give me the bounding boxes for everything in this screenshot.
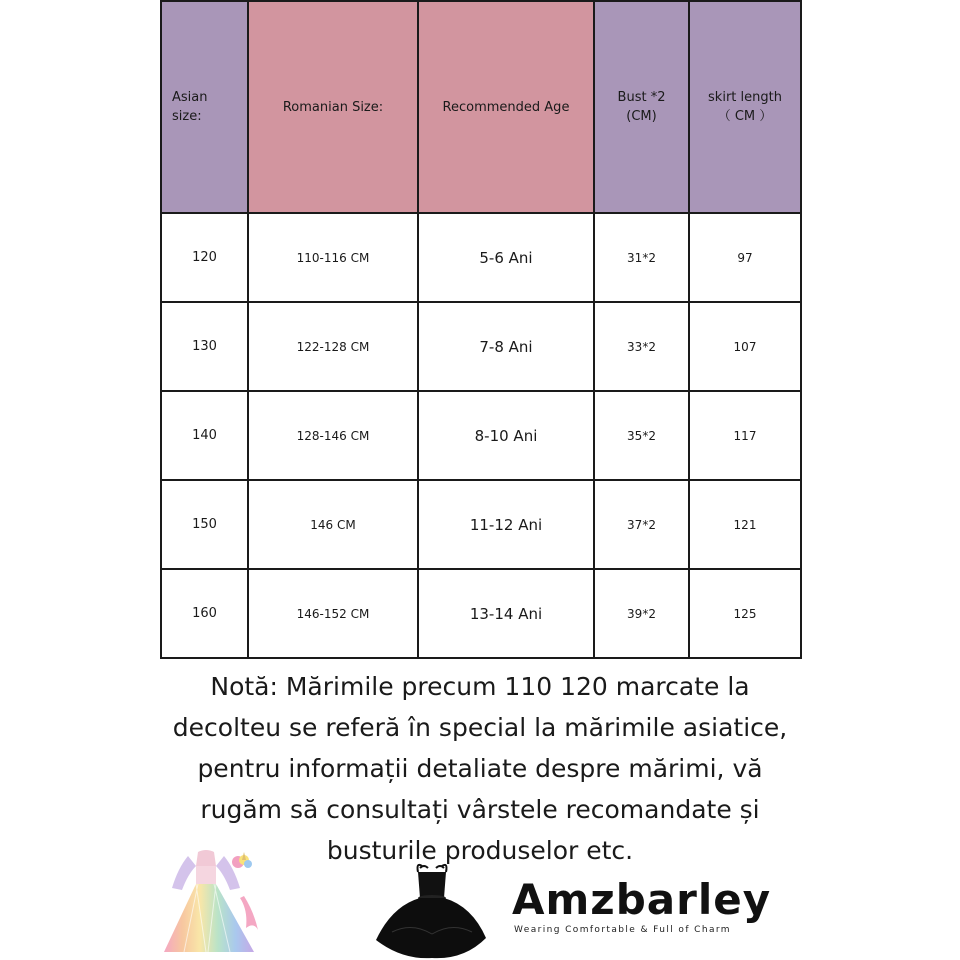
cell-romanian-size: 128-146 CM [248, 391, 418, 480]
cell-recommended-age: 13-14 Ani [418, 569, 594, 658]
cell-bust: 31*2 [594, 213, 689, 302]
note-line: pentru informații detaliate despre mărimi, vă [197, 754, 763, 783]
note-line: Notă: Mărimile precum 110 120 marcate la [210, 672, 750, 701]
cell-recommended-age: 11-12 Ani [418, 480, 594, 569]
cell-bust: 37*2 [594, 480, 689, 569]
cell-asian-size: 150 [161, 480, 248, 569]
cell-romanian-size: 122-128 CM [248, 302, 418, 391]
header-skirt-length: skirt length （ CM ） [689, 1, 801, 213]
cell-asian-size: 140 [161, 391, 248, 480]
size-note [140, 666, 820, 871]
cell-skirt-length: 117 [689, 391, 801, 480]
table-row [161, 213, 801, 302]
table-header-row [161, 1, 801, 213]
brand-logo [506, 876, 806, 942]
table-row [161, 391, 801, 480]
table-row [161, 569, 801, 658]
cell-bust: 39*2 [594, 569, 689, 658]
cell-asian-size: 120 [161, 213, 248, 302]
header-recommended-age: Recommended Age [418, 1, 594, 213]
cell-recommended-age: 8-10 Ani [418, 391, 594, 480]
cell-skirt-length: 125 [689, 569, 801, 658]
header-bust: Bust *2 (CM) [594, 1, 689, 213]
black-tutu-image [372, 862, 488, 960]
header-asian-size: Asian size: [161, 1, 248, 213]
cell-bust: 35*2 [594, 391, 689, 480]
cell-recommended-age: 5-6 Ani [418, 213, 594, 302]
cell-skirt-length: 97 [689, 213, 801, 302]
cell-romanian-size: 110-116 CM [248, 213, 418, 302]
cell-recommended-age: 7-8 Ani [418, 302, 594, 391]
table-row [161, 480, 801, 569]
note-line: busturile produselor etc. [326, 836, 634, 865]
cell-bust: 33*2 [594, 302, 689, 391]
note-line: decolteu se referă în special la mărimile asiatice, [172, 713, 788, 742]
cell-skirt-length: 107 [689, 302, 801, 391]
brand-wordmark: Amzbarley [512, 875, 772, 924]
note-line: rugăm să consultați vârstele recomandate și [200, 795, 760, 824]
cell-skirt-length: 121 [689, 480, 801, 569]
brand-tagline: Wearing Comfortable & Full of Charm [514, 925, 731, 935]
cell-romanian-size: 146-152 CM [248, 569, 418, 658]
rainbow-dress-image [158, 848, 273, 956]
size-chart-table [160, 0, 802, 659]
cell-romanian-size: 146 CM [248, 480, 418, 569]
header-romanian-size: Romanian Size: [248, 1, 418, 213]
table-row [161, 302, 801, 391]
cell-asian-size: 160 [161, 569, 248, 658]
cell-asian-size: 130 [161, 302, 248, 391]
